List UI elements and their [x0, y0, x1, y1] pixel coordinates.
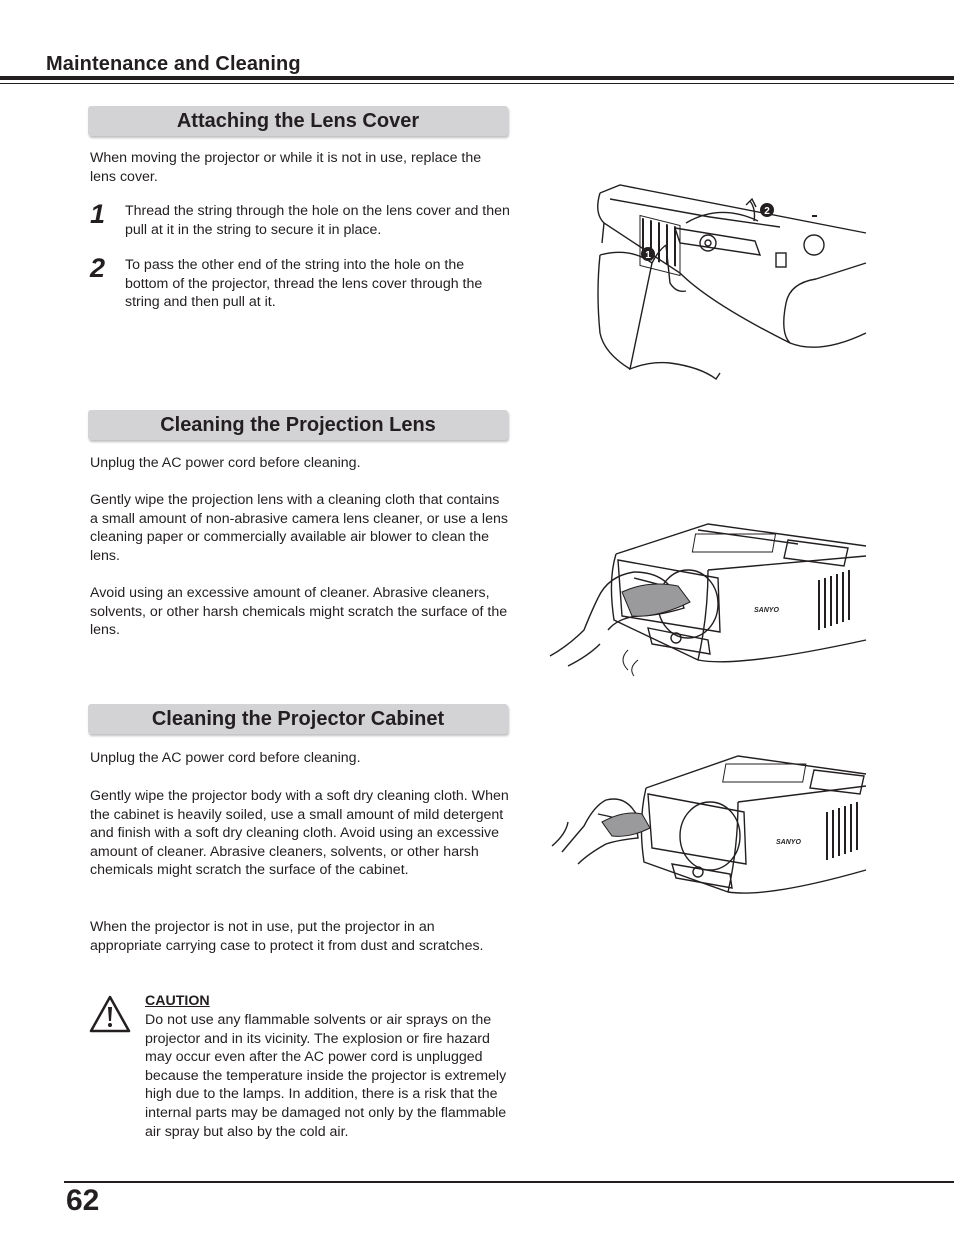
projection-lens-p3: Avoid using an excessive amount of cleaner. Abrasive cleaners, solvents, or other harsh chemicals might scratch the surface of the lens.	[90, 585, 508, 639]
projection-lens-p2: Gently wipe the projection lens with a cleaning cloth that contains a small amount of non-abrasive camera lens cleaner, or use a lens cleaning paper or commercially available air blower to clean the lens.	[90, 492, 508, 564]
cabinet-p1: Unplug the AC power cord before cleaning.	[90, 750, 361, 766]
step-1-text: Thread the string through the hole on the lens cover and then pull at it in the string to secure it in place.	[125, 203, 510, 238]
section-title-lens-cover: Attaching the Lens Cover	[88, 106, 508, 136]
warning-icon	[88, 994, 132, 1034]
header-rule-thick	[0, 76, 954, 80]
figure-marker-2: 2	[764, 206, 770, 217]
step-1-number: 1	[90, 199, 106, 229]
section-title-cabinet: Cleaning the Projector Cabinet	[88, 704, 508, 734]
header-rule-thin	[0, 83, 954, 84]
cabinet-p3: When the projector is not in use, put the projector in an appropriate carrying case to protect it from dust and scratches.	[90, 919, 484, 954]
caution-heading: CAUTION	[145, 993, 210, 1009]
lens-cleaning-illustration	[548, 520, 868, 680]
brand-label-fig3: SANYO	[776, 839, 801, 846]
step-2-number: 2	[90, 253, 106, 283]
page-number: 62	[66, 1184, 100, 1217]
cabinet-cleaning-illustration	[548, 752, 868, 902]
projection-lens-p1: Unplug the AC power cord before cleaning.	[90, 455, 361, 471]
figure-marker-1: 1	[645, 250, 651, 261]
cabinet-p2: Gently wipe the projector body with a soft dry cleaning cloth. When the cabinet is heavily soiled, use a small amount of mild detergent and finish with a soft dry cleaning cloth. Avoid using an excessive amount of cleaner. Abrasive cleaners, solvents, or other harsh chemicals might scratch the surface of the cabinet.	[90, 788, 509, 879]
section-title-projection-lens: Cleaning the Projection Lens	[88, 410, 508, 440]
lens-cover-illustration	[590, 183, 870, 383]
brand-label-fig2: SANYO	[754, 607, 779, 614]
caution-text: Do not use any flammable solvents or air sprays on the projector and in its vicinity. The explosion or fire hazard may occur even after the AC power cord is unplugged because the temperature inside the projector is extremely high due to the lamps. In addition, there is a risk that the internal parts may be damaged not only by the flammable air spray but also by the cold air.	[145, 1012, 507, 1140]
lens-cover-intro: When moving the projector or while it is not in use, replace the lens cover.	[90, 150, 482, 185]
footer-rule	[64, 1181, 954, 1183]
step-2-text: To pass the other end of the string into the hole on the bottom of the projector, thread the lens cover through the string and then pull at it.	[125, 257, 483, 311]
page-header-title: Maintenance and Cleaning	[46, 53, 301, 75]
